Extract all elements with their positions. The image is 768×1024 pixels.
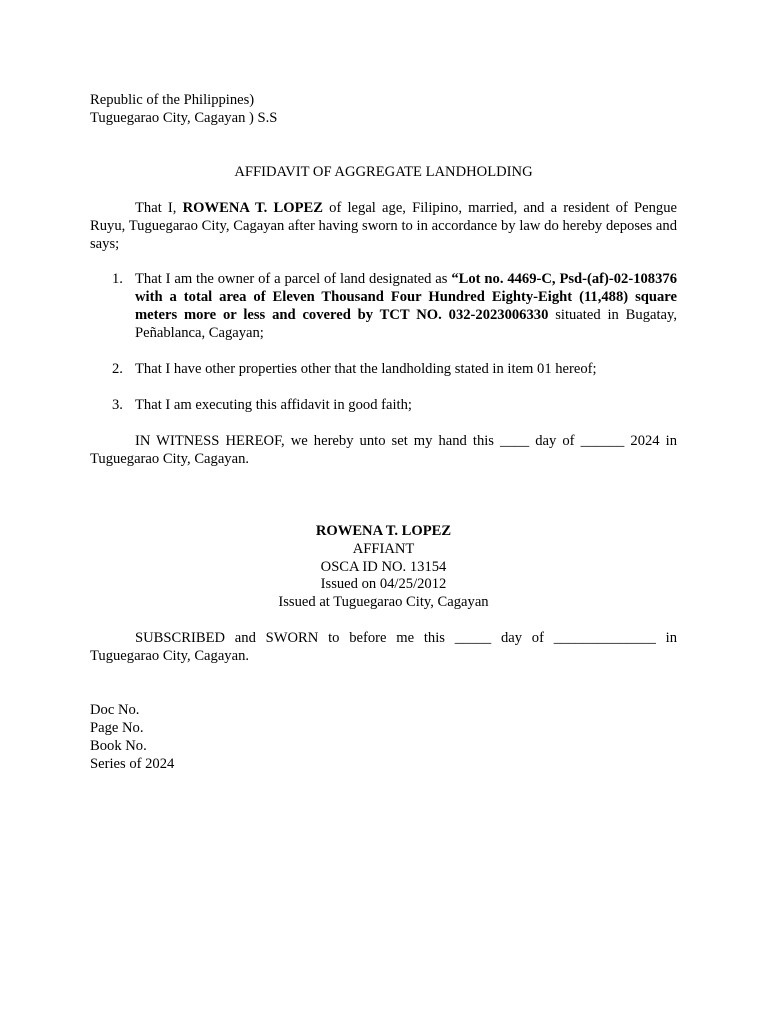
item-text: That I am executing this affidavit in good faith;	[135, 396, 412, 413]
intro-prefix: That I,	[135, 199, 183, 216]
item-number: 1.	[112, 271, 123, 288]
intro-paragraph	[90, 200, 677, 254]
jurat-paragraph: SUBSCRIBED and SWORN to before me this _____ day of ______________ in Tuguegarao City, Cagayan.	[90, 630, 677, 665]
signature-block	[90, 523, 677, 613]
list-item	[90, 361, 677, 379]
item-text: That I have other properties other that the landholding stated in item 01 hereof;	[135, 361, 597, 378]
book-number: Book No.	[90, 737, 147, 754]
issued-at: Issued at Tuguegarao City, Cagayan	[278, 594, 489, 611]
item-number: 3.	[112, 396, 123, 413]
witness-paragraph	[90, 433, 677, 469]
item-number: 2.	[112, 361, 123, 378]
issued-on: Issued on 04/25/2012	[320, 576, 447, 593]
notarial-block	[90, 702, 677, 774]
affiant-name-inline: ROWENA T. LOPEZ	[182, 199, 323, 216]
list-item	[90, 271, 677, 343]
list-item	[90, 397, 677, 415]
osca-id: OSCA ID NO. 13154	[320, 558, 447, 575]
affiant-name: ROWENA T. LOPEZ	[315, 522, 452, 539]
document-title: AFFIDAVIT OF AGGREGATE LANDHOLDING	[234, 163, 533, 180]
venue-line-country: Republic of the Philippines)	[90, 92, 255, 108]
venue-line-city: Tuguegarao City, Cagayan ) S.S	[90, 109, 278, 126]
affiant-role: AFFIANT	[352, 540, 415, 557]
item-prefix: That I am the owner of a parcel of land designated as	[135, 271, 452, 288]
intro-rest: of legal age, Filipino, married, and a resident of Pengue Ruyu, Tuguegarao City, Cagayan after having sworn to in accordance by law do hereby deposes and says;	[90, 199, 677, 252]
affidavit-document	[90, 92, 677, 774]
series-year: Series of 2024	[90, 755, 175, 772]
doc-number: Doc No.	[90, 702, 140, 719]
item-suffix: situated in Bugatay, Peñablanca, Cagayan;	[135, 307, 678, 342]
item-bold-text: “Lot no. 4469-C, Psd-(af)-02-108376 with a total area of Eleven Thousand Four Hundred Eighty-Eight (11,488) square meters more or less and covered by TCT NO. 032-2023006330	[135, 271, 677, 324]
statements-list	[90, 271, 677, 414]
witness-line-2: Tuguegarao City, Cagayan.	[90, 450, 250, 467]
witness-line-1: IN WITNESS HEREOF, we hereby unto set my hand this ____ day of ______ 2024 in	[135, 432, 677, 449]
page-number: Page No.	[90, 719, 144, 736]
